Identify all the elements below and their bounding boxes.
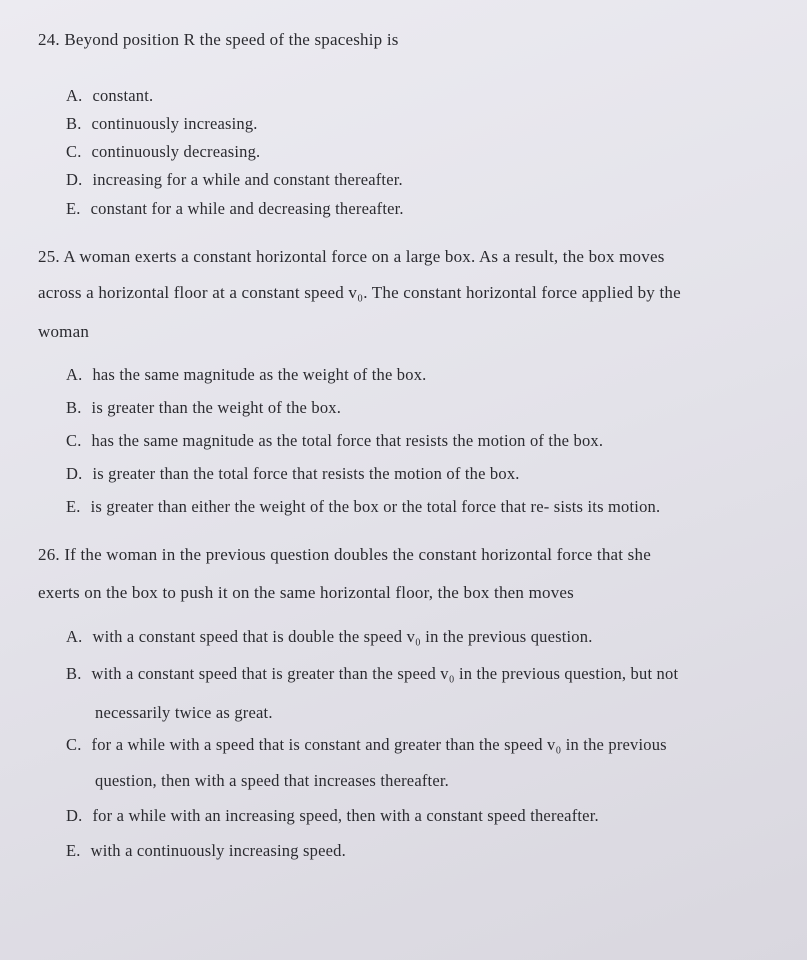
option-26-e [66, 841, 346, 861]
option-letter: C. [66, 735, 82, 754]
option-text: continuously increasing. [91, 114, 258, 133]
question-number: 26. [38, 545, 60, 564]
question-number: 24. [38, 30, 60, 49]
option-text: constant for a while and decreasing thereafter. [90, 199, 404, 218]
question-number: 25. [38, 247, 60, 266]
question-text: across a horizontal floor at a constant speed v₀. The constant horizontal force applied by the [38, 283, 681, 302]
option-text: increasing for a while and constant thereafter. [92, 170, 403, 189]
option-24-e [66, 199, 404, 219]
question-text: exerts on the box to push it on the same horizontal floor, the box then moves [38, 583, 574, 602]
question-25-stem-line-1 [38, 247, 665, 267]
question-text: A woman exerts a constant horizontal force on a large box. As a result, the box moves [63, 247, 665, 266]
question-26-stem-line-1 [38, 545, 651, 565]
option-25-b [66, 398, 341, 418]
option-26-c-line-2 [95, 771, 449, 791]
option-text: is greater than the total force that resists the motion of the box. [92, 464, 520, 483]
option-text: has the same magnitude as the weight of the box. [92, 365, 427, 384]
option-letter: D. [66, 464, 83, 483]
option-letter: B. [66, 114, 82, 133]
option-letter: A. [66, 365, 83, 384]
option-text: is greater than the weight of the box. [91, 398, 342, 417]
option-letter: E. [66, 841, 81, 860]
option-24-d [66, 170, 403, 190]
question-26-stem-line-2 [38, 583, 574, 603]
option-letter: A. [66, 86, 83, 105]
option-24-c [66, 142, 260, 162]
option-26-b [66, 664, 678, 684]
option-letter: D. [66, 806, 83, 825]
option-letter: A. [66, 627, 83, 646]
option-25-e [66, 497, 660, 517]
option-25-d [66, 464, 520, 484]
option-25-c [66, 431, 603, 451]
question-25-stem-line-2 [38, 283, 681, 303]
option-text: for a while with an increasing speed, then with a constant speed thereafter. [92, 806, 599, 825]
option-text: question, then with a speed that increases thereafter. [95, 771, 449, 790]
option-26-c [66, 735, 667, 755]
question-text: Beyond position R the speed of the spaceship is [64, 30, 399, 49]
option-24-b [66, 114, 258, 134]
question-25-stem-line-3 [38, 322, 89, 342]
option-text: constant. [92, 86, 154, 105]
option-text: is greater than either the weight of the box or the total force that re- sists its motion. [90, 497, 661, 516]
option-text: for a while with a speed that is constant and greater than the speed v₀ in the previous [91, 735, 667, 754]
option-26-d [66, 806, 599, 826]
option-26-a [66, 627, 593, 647]
option-26-b-line-2 [95, 703, 273, 723]
question-text: If the woman in the previous question doubles the constant horizontal force that she [64, 545, 651, 564]
option-letter: D. [66, 170, 83, 189]
option-letter: E. [66, 199, 81, 218]
question-24-stem-line-1 [38, 30, 399, 50]
question-text: woman [38, 322, 90, 341]
option-text: with a constant speed that is greater than the speed v₀ in the previous question, but not [91, 664, 679, 683]
option-text: continuously decreasing. [91, 142, 261, 161]
option-letter: B. [66, 664, 82, 683]
option-24-a [66, 86, 153, 106]
option-letter: B. [66, 398, 82, 417]
option-text: has the same magnitude as the total force that resists the motion of the box. [91, 431, 604, 450]
option-letter: C. [66, 431, 82, 450]
option-letter: E. [66, 497, 81, 516]
option-text: with a constant speed that is double the speed v₀ in the previous question. [92, 627, 593, 646]
option-text: with a continuously increasing speed. [90, 841, 346, 860]
option-letter: C. [66, 142, 82, 161]
option-25-a [66, 365, 426, 385]
option-text: necessarily twice as great. [95, 703, 273, 722]
